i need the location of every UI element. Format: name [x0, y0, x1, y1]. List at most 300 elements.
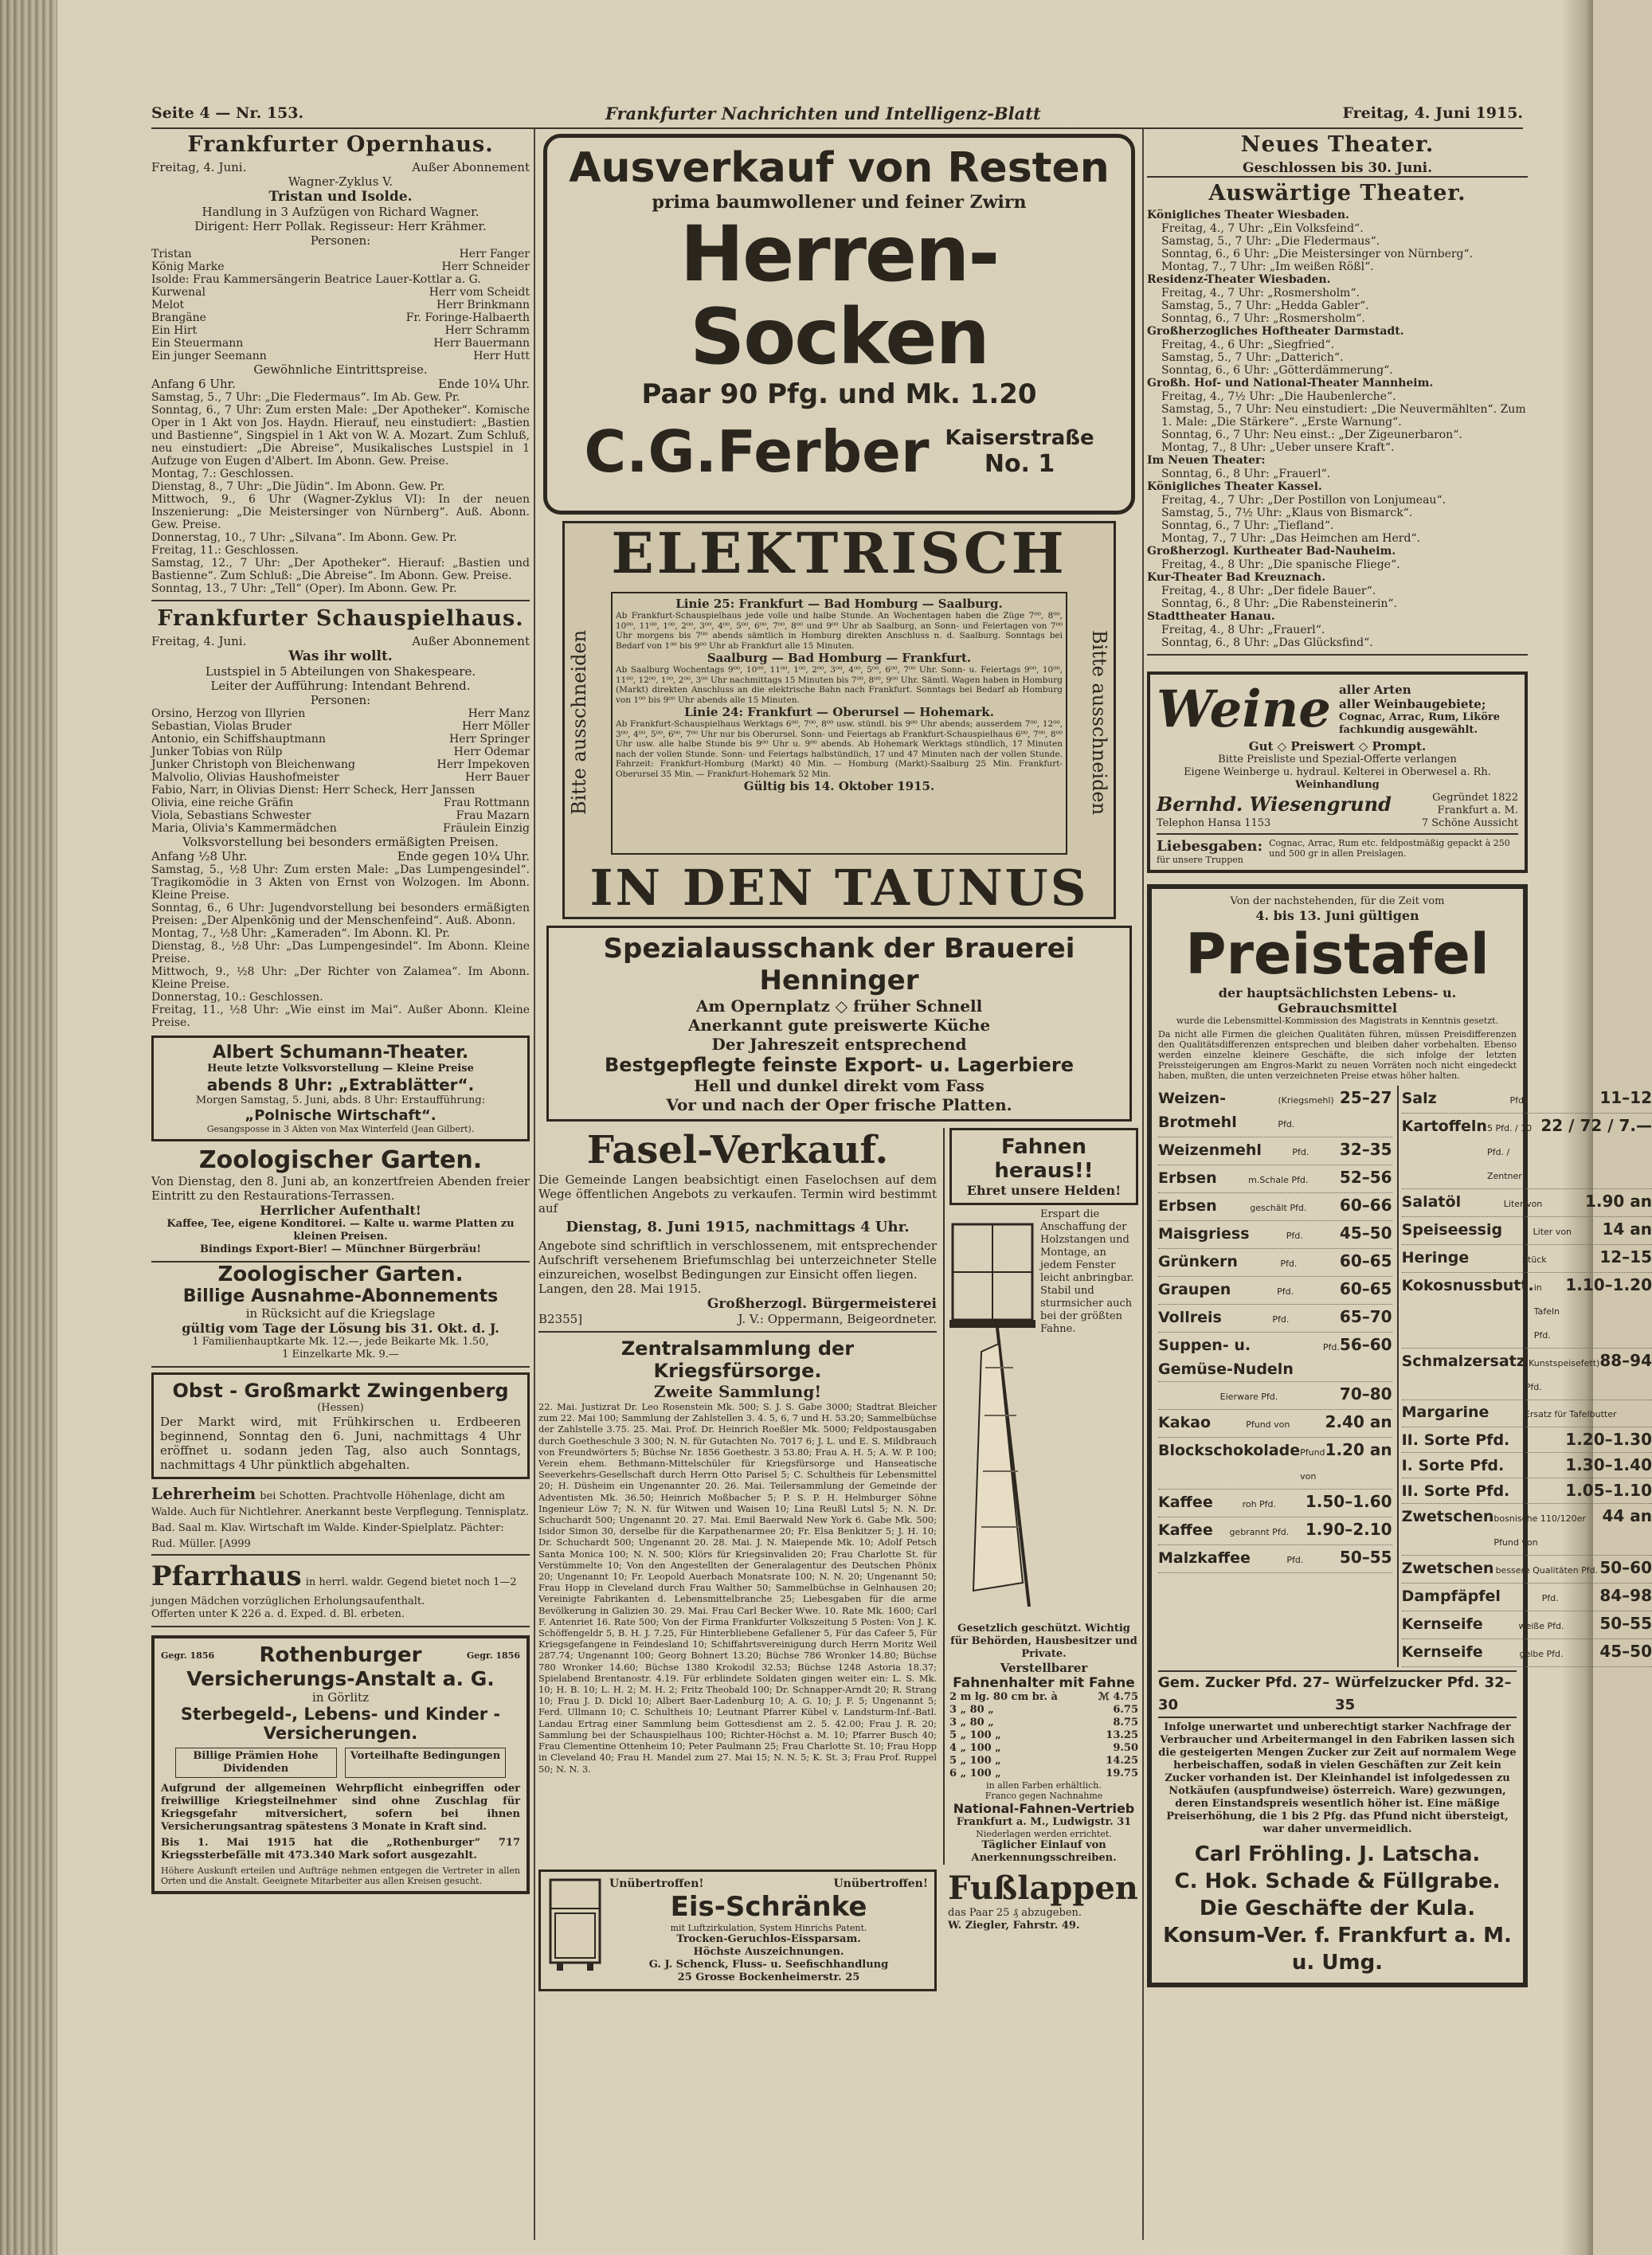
opera-program	[151, 391, 530, 595]
theater-house: Großh. Hof- und National-Theater Mannheim.	[1147, 377, 1434, 390]
weine-lg: Liebesgaben:	[1157, 838, 1263, 855]
opera-cast-list	[151, 248, 530, 362]
zoo2-title: Zoologischer Garten.	[217, 1263, 464, 1286]
price-item-name: Weizenmehl	[1158, 1141, 1262, 1159]
zoo2-l4: 1 Einzelkarte Mk. 9.—	[282, 1349, 399, 1360]
pt-title: Preistafel	[1185, 922, 1490, 987]
obst-title: Obst - Großmarkt Zwingenberg	[172, 1380, 509, 1402]
pt-left-list	[1158, 1086, 1392, 1667]
price-item	[1402, 1639, 1652, 1667]
fasel-text2: Angebote sind schriftlich in verschlossenem, mit entsprechender Aufschrift versehenem Briefumschlag bei unterzeichneter Stelle einzureichen, woselbst Bedingungen zur Einsicht offen liegen.	[538, 1239, 937, 1282]
elektrisch-side-right: Bitte ausschneiden	[1088, 629, 1110, 816]
cast-role: König Marke	[151, 260, 225, 273]
program-entry: Sonntag, 13., 7 Uhr: „Tell“ (Oper). Im Abonn. Gew. Pr.	[151, 582, 457, 595]
price-item-price: 88–94	[1599, 1351, 1652, 1370]
kf-text: 22. Mai. Justizrat Dr. Leo Rosenstein Mk. 500; S. J. S. Gabe 3000; Stadtrat Bleicher zum 22. Mai 100; Sammlung der Zahlstellen 3. 4. 5, 6, 7 und H. 53.20; Sammelbüchse der Zahlstelle 3.75. 25. Mai. Prof. Dr. Heinrich Roeßler Mk. 5000; Feldpostausgaben durch Goetheschule 3 300; N. N. für Gutachten No. 7017 6; J. L. und E. S. Mildbrauch von Freundwörters 5; Büchse Nr. 1856 Goethestr. 3 53.80; Frau A. H. 5; A. W. P. 100; Verein ehem. Bethmann-Mittelschüler für Kriegsfürsorge und Hanseatische Seeverkehrs-Gesellschaft durch Herrn Otto Parisel 5; C. Schultheis für Lebensmittel 20; H. Düsheim ein Ungenannter 20. 26. Mai. Teilersammlung der Gemeinde der Adventisten Mk. 36.50; Heinrich Moßbacher 5; P. S. P. H. Helmburger Söhne Ingenieur Löw 7; N. N. für Witwen und Waisen 10; Lina Reußl Lutsl 5; N. N. Dr. Schuchardt 500; Ungenannt 20. 27. Mai. Emil Baerwald New York 6. Gabe Mk. 500; Isidor Simon 30, derselbe für die Karpathenarmee 20; Fr. Elsa Benkitzer 5; J. H. 10; Dr. Schuchardt 500; Ungenannt 20. 28. Mai. J. N. Maiepende Mk. 10; Adolf Petsch Santa Monica 100; N. N. 500; Klörs für Kriegsinvaliden 20; Frau Charlotte St. für Verstümmelte 10; Von den Angestellten der Generalagentur des Deutschen Phönix 20; Ungenannt 10; Fr. Leopold Auerbach Monatsrate 100; N. N. 20; Ungenannt 50; Frau Hopp in Cleveland durch Frau Walther 50; Sammelbüchse in Gelnhausen 20; Vereinigte Fabrikanten d. Lebensmittelbranche 25; Liebesgaben für die arme Bevölkerung in Galizien 30. 29. Mai. Frau Carl Becker Wwe. 10. Rate Mk. 1600; Carl F. Antenriet 16. Rate 500; Von der Firma Frankfurter Volkszeitung 5 Posten: Von J. K. Schöffengeldr 5, B. H. J. 7.25, Für Hinterbliebene Gefallener 5, Für das Cafeer 5, Für Kriegsgefangene in Feindesland 10; Schiffahrtsvereinigung durch Herrn Moritz Weil 287.74; Ungenannt 100; Georg Bohnert 13.20; Büchse 786 Wronker 14.80; Büchse 780 Wronker 14.60; Büchse 1380 Krokodil 32.53; Büchse 1248 Astoria 18.37; Spielabend Brentanostr. 4.19. Für erblindete Soldaten gingen weiter ein: L. S. Mk. 10; H. B. 10; L. H. 2; M. H. 2; Fritz Theobald 100; Dr. Schnapper-Arndt 20; R. Strang 10; Frau J. D. Dickl 10; Albert Baer-Ladenburg 10; A. G. 10; J. F. 5; Ungenannt 5; Ferd. Ullmann 10; C. Schultheis 10; Leutnant Pfarrer Kübel v. Landsturm-Inf.-Batl. Landau Ertrag einer Sammlung beim Gottesdienst am 2. 5. 42.00; Frau J. R. 20; Sammlung bei der Schauspielhaus 100; Richter-Höchst a. M. 10; Pfarrer Busch 40; Frau Clementine Ottenheim 10; Peter Paulmann 25; Frau Charlotte St. 10; Frau Hopp in Cleveland 40; Frau H. Mandel zum 27. Mai 15; N. N. 5; K. St. 3; Frau Prof. Ruppel 50; N. N. 3.	[538, 1401, 937, 1775]
price-item	[1402, 1273, 1652, 1349]
price-item-unit: bessere Qualitäten Pfd.	[1495, 1565, 1599, 1576]
price-item-price: 1.30–1.40	[1565, 1455, 1652, 1474]
cast-role: Ein Hirt	[151, 324, 198, 337]
pfarrhaus-title: Pfarrhaus	[151, 1560, 302, 1592]
fahnen-ad	[943, 1128, 1138, 1865]
price-item	[1158, 1137, 1392, 1165]
price-item	[1158, 1333, 1392, 1382]
price-item	[1402, 1584, 1652, 1611]
price-item-unit: Pfd.	[1292, 1147, 1309, 1157]
price-item-unit: Ersatz für Tafelbutter	[1524, 1409, 1617, 1419]
schauspiel-leitung: Leiter der Aufführung: Intendant Behrend.	[210, 679, 471, 693]
schumann-line3: Morgen Samstag, 5. Juni, abds. 8 Uhr: Erstaufführung:	[195, 1094, 486, 1106]
cast-role: Fabio, Narr, in Olivias Dienst: Herr Scheck, Herr Janssen	[151, 784, 476, 797]
eis-unueb-right: Unübertroffen!	[833, 1877, 928, 1890]
header-newspaper-title: Frankfurter Nachrichten und Intelligenz-Blatt	[605, 103, 1041, 123]
fasel-verkauf-ad	[538, 1128, 937, 1333]
cast-actor: Frau Mazarn	[456, 809, 530, 822]
pt-dates: 4. bis 13. Juni gültigen	[1255, 908, 1419, 923]
rothenburger-gegr-left: Gegr. 1856	[161, 1650, 215, 1661]
theater-house: Königliches Theater Wiesbaden.	[1147, 209, 1349, 221]
fahnen-daily: Täglicher Einlauf von Anerkennungsschreiben.	[971, 1839, 1117, 1864]
cast-role: Orsino, Herzog von Illyrien	[151, 707, 306, 720]
price-item-unit: gebrannt Pfd.	[1229, 1527, 1290, 1537]
price-item	[1402, 1400, 1652, 1427]
middle-lower-left	[538, 1128, 937, 1865]
eis-unueb-left: Unübertroffen!	[609, 1877, 704, 1890]
theater-entry: Freitag, 4., 8 Uhr: „Der fidele Bauer“.	[1161, 585, 1376, 597]
preistafel-ad	[1147, 884, 1652, 1987]
price-item-name: Graupen	[1158, 1281, 1231, 1298]
price-item-price: 50–55	[1339, 1548, 1392, 1567]
zoo-ad-1	[151, 1146, 530, 1263]
schauspiel-program	[151, 863, 530, 1029]
price-item	[1402, 1611, 1652, 1639]
schumann-line1: Heute letzte Volksvorstellung — Kleine Preise	[207, 1063, 474, 1075]
price-item-price: 2.40 an	[1325, 1412, 1392, 1431]
header-date: Freitag, 4. Juni 1915.	[1342, 104, 1523, 122]
cast-row	[151, 286, 530, 299]
price-item-unit: 5 Pfd. / 10 Pfd. / Zentner	[1486, 1123, 1533, 1181]
weine-l1: aller Arten	[1338, 682, 1411, 697]
theater-entry: Samstag, 5., 7 Uhr: „Datterich“.	[1161, 351, 1344, 364]
price-item-unit: (Kriegsmehl) Pfd.	[1278, 1095, 1334, 1129]
cast-role: Ein junger Seemann	[151, 350, 267, 362]
fahnen-desc: Erspart die Anschaffung der Holzstangen und Montage, an jedem Fenster leicht anbringbar. Stabil und sturmsicher auch bei der größten Fahne.	[1040, 1208, 1134, 1335]
price-item	[1402, 1556, 1652, 1584]
price-item	[1158, 1221, 1392, 1249]
price-item	[1158, 1517, 1392, 1545]
schumann-line5: Gesangsposse in 3 Akten von Max Winterfeld (Jean Gilbert).	[206, 1124, 475, 1134]
schauspiel-personen: Personen:	[310, 693, 371, 707]
price-item-price: 65–70	[1339, 1307, 1392, 1326]
weine-lg3: Cognac, Arrac, Rum etc. feldpostmäßig gepackt à 250 und 500 gr in allen Preislagen.	[1269, 838, 1510, 859]
theater-entry: Sonntag, 6., 7 Uhr: „Rosmersholm“.	[1161, 312, 1365, 325]
program-entry: Samstag, 5., ½8 Uhr: Zum ersten Male: „Das Lumpengesindel“. Tragikomödie in 3 Akten von Ernst von Wolzogen. Im Abonn. Kleine Preise.	[151, 863, 530, 902]
price-item-name: II. Sorte Pfd.	[1401, 1482, 1510, 1500]
price-value: 14.25	[1106, 1755, 1138, 1767]
price-value: 9.50	[1113, 1742, 1138, 1754]
schumann-line2: abends 8 Uhr: „Extrablätter“.	[206, 1075, 475, 1094]
price-item-unit: Pfd.	[1272, 1314, 1290, 1325]
zoo1-l2: Kaffee, Tee, eigene Konditorei. — Kalte u. warme Platten zu kleinen Preisen.	[166, 1218, 515, 1243]
fahnen-sub: Ehret unsere Helden!	[966, 1183, 1122, 1198]
program-entry: Dienstag, 8., 7 Uhr: „Die Jüdin“. Im Abonn. Gew. Pr.	[151, 480, 445, 493]
zoo1-l3: Bindings Export-Bier! — Münchner Bürgerbräu!	[199, 1243, 482, 1255]
socken-addr1: Kaiserstraße	[945, 425, 1094, 450]
cast-role: Melot	[151, 299, 185, 311]
price-item	[1402, 1217, 1652, 1245]
cast-row	[151, 324, 530, 337]
rothenburger-text1: Aufgrund der allgemeinen Wehrpflicht einbegriffen oder freiwillige Kriegsteilnehmer sind ohne Zuschlag für Kriegsgefahr mitversichert, sofern bei ihnen Versicherungsantrag spätestens 3 Monate in Kraft sind.	[161, 1783, 520, 1833]
price-item-name: Zwetschen	[1401, 1508, 1494, 1525]
price-item-name: Kernseife	[1401, 1643, 1483, 1661]
pt-firms	[1158, 1841, 1517, 1976]
rothenburger-box1: Billige Prämien Hohe Dividenden	[175, 1748, 337, 1778]
price-item-name: Malzkaffee	[1158, 1549, 1251, 1567]
socken-addr2: No. 1	[984, 449, 1055, 478]
rothenburger-text2: Bis 1. Mai 1915 hat die „Rothenburger“ 717 Kriegssterbefälle mit 473.340 Mark sofort ausgezahlt.	[161, 1837, 520, 1862]
fusslappen-text: das Paar 25 ₰ abzugeben.	[948, 1907, 1082, 1919]
price-item-unit: Pfund von	[1300, 1447, 1325, 1482]
elektrisch-top: ELEKTRISCH	[611, 520, 1067, 586]
price-item-price: 70–80	[1339, 1384, 1392, 1404]
fahnen-vertrieb: Verstellbarer	[1000, 1661, 1088, 1675]
program-entry: Mittwoch, 9., ½8 Uhr: „Der Richter von Zalamea“. Im Abonn. Kleine Preise.	[151, 965, 530, 991]
pfarrhaus-ad	[151, 1556, 530, 1627]
weine-l8: Weinhandlung	[1295, 779, 1380, 791]
column-left	[151, 129, 530, 1899]
theater-entry: Sonntag, 6., 7 Uhr: „Tiefland“.	[1161, 519, 1334, 532]
book-binding-edge	[0, 0, 57, 2255]
eis-addr: 25 Grosse Bockenheimerstr. 25	[677, 1971, 860, 1983]
price-item-unit: roh Pfd.	[1242, 1499, 1277, 1509]
opera-dirigent: Dirigent: Herr Pollak. Regisseur: Herr Krähmer.	[194, 219, 487, 233]
price-item-name: Kartoffeln	[1401, 1118, 1487, 1135]
theater-entry: Samstag, 5., 7 Uhr: „Hedda Gabler“.	[1161, 299, 1369, 312]
price-item-unit: Eierware Pfd.	[1219, 1392, 1278, 1402]
price-item-unit: bosnische 110/120er Pfund von	[1493, 1513, 1586, 1548]
header-page-number: Seite 4 — Nr. 153.	[151, 104, 304, 122]
price-item-price: 25–27	[1339, 1088, 1392, 1107]
weine-tel: Telephon Hansa 1153	[1157, 817, 1271, 829]
page-header	[151, 102, 1523, 129]
auswaertige-theater	[1147, 181, 1528, 649]
program-entry: Freitag, 11., ½8 Uhr: „Wie einst im Mai“. Außer Abonn. Kleine Preise.	[151, 1004, 530, 1029]
cast-actor: Herr Odemar	[453, 746, 530, 758]
fasel-text1: Die Gemeinde Langen beabsichtigt einen Faselochsen auf dem Wege öffentlichen Angebots zu verkaufen. Termin wird bestimmt auf	[538, 1173, 937, 1216]
rothenburger-types: Sterbegeld-, Lebens- und Kinder - Versicherungen.	[180, 1705, 501, 1743]
price-item-name: Kernseife	[1401, 1615, 1483, 1633]
theater-entry: Freitag, 4., 7 Uhr: „Rosmersholm“.	[1161, 287, 1360, 299]
pfarrhaus-text: in herrl. waldr. Gegend bietet noch 1—2 jungen Mädchen vorzüglichen Erholungsaufenthalt.	[151, 1576, 517, 1607]
price-row	[949, 1717, 1138, 1729]
weine-l3: Cognac, Arrac, Rum, Liköre	[1338, 711, 1501, 723]
cast-role: Junker Tobias von Rülp	[151, 746, 283, 758]
cast-row	[151, 350, 530, 362]
program-entry: Sonntag, 6., 6 Uhr: Jugendvorstellung bei besonders ermäßigten Preisen: „Der Alpenkönig und der Menschenfeind“. Auß. Abonn.	[151, 902, 530, 927]
pt-note: Infolge unerwartet und unberechtigt starker Nachfrage der Verbraucher und Arbeitermangel in den Fabriken lassen sich die gesteigerten Mengen Zucker zur Zeit auf normalem Wege herbeischaffen, sodaß in vielen Geschäften zur Zeit kein Zucker vorhanden ist. Der Kleinhandel ist infolgedessen zu Notkäufen (auspfundweise) österreich. Ware) gezwungen, deren Einstandspreis wesentlich höher ist. Eine mäßige Preiserhöhung, die 1 bis 2 Pfg. das Pfund nicht übersteigt, war daher unvermeidlich.	[1158, 1721, 1517, 1835]
timetable-text: Ab Saalburg Wochentags 9⁰⁰, 10⁰⁰, 11⁰⁰, 1⁰⁰, 2⁰⁰, 3⁰⁰, 4⁰⁰, 5⁰⁰, 6⁰⁰, 7⁰⁰ Uhr. Sonn- u. Feiertags 9⁰⁰, 10⁰⁰, 11⁰⁰, 12⁰⁰, 1⁰⁰, 2⁰⁰, 3⁰⁰ Uhr nachmittags 15 Minuten bis 7⁰⁰, 8⁰⁰, 9⁰⁰ Uhr. Sämtl. Wagen haben in Homburg (Markt) direkten Anschluss an die elektrische Bahn nach Frankfurt. Sonntags bei Bedarf ab Homburg von 1⁰⁰ bis 9⁰⁰ Uhr abends alle 15 Minuten.	[616, 665, 1063, 705]
weine-title: Weine	[1157, 679, 1331, 739]
cast-row	[151, 758, 530, 771]
pt-zucker: Gem. Zucker Pfd. 27–30	[1158, 1674, 1330, 1713]
price-item	[1158, 1545, 1392, 1573]
henninger-title: Spezialausschank der Brauerei Henninger	[603, 933, 1075, 996]
price-item	[1158, 1382, 1392, 1410]
schauspiel-info: Lustspiel in 5 Abteilungen von Shakespeare.	[205, 664, 476, 679]
weine-ad	[1147, 671, 1528, 873]
cast-actor: Herr Bauer	[465, 771, 530, 784]
theater-entry: Freitag, 4., 8 Uhr: „Frauerl“.	[1161, 624, 1325, 636]
cast-role: Sebastian, Violas Bruder	[151, 720, 292, 733]
weine-addr: 7 Schöne Aussicht	[1421, 817, 1518, 829]
obst-region: (Hessen)	[317, 1402, 364, 1414]
price-item	[1158, 1086, 1392, 1137]
rothenburger-text3: Höhere Auskunft erteilen und Aufträge nehmen entgegen die Vertreter in allen Orten und die Anstalt. Geeignete Mitarbeiter aus allen Kreisen gesucht.	[161, 1865, 520, 1886]
rothenburger-name: Rothenburger	[259, 1643, 422, 1667]
theater-entry: Sonntag, 6., 6 Uhr: „Götterdämmerung“.	[1161, 364, 1393, 377]
price-item-name: Kaffee	[1158, 1521, 1213, 1539]
price-item-price: 60–66	[1339, 1196, 1392, 1215]
price-item-price: 1.05–1.10	[1565, 1481, 1652, 1500]
henninger-l3: Der Jahreszeit entsprechend	[711, 1035, 967, 1054]
price-item-price: 14 an	[1602, 1220, 1652, 1239]
eis-title: Eis-Schränke	[670, 1891, 867, 1923]
price-item-unit: Pfund von	[1246, 1419, 1290, 1430]
fahnen-addr: Frankfurt a. M., Ludwigstr. 31	[956, 1816, 1132, 1828]
obst-grossmarkt-ad	[151, 1372, 530, 1479]
price-item	[1158, 1305, 1392, 1333]
obst-text: Der Markt wird, mit Frühkirschen u. Erdbeeren beginnend, Sonntag den 6. Juni, nachmittags 4 Uhr eröffnet u. sodann jeden Tag, also auch Sonntags, nachmittags 4 Uhr pünktlich abgehalten.	[160, 1415, 521, 1472]
fasel-sign1: Großherzogl. Bürgermeisterei	[707, 1296, 937, 1312]
cast-row	[151, 260, 530, 273]
price-item-name: Speiseessig	[1401, 1221, 1503, 1239]
socken-product: Herren-Socken	[679, 209, 999, 382]
socken-sub: prima baumwollener und feiner Zwirn	[652, 192, 1027, 213]
rothenburger-city: in Görlitz	[312, 1690, 369, 1705]
program-entry: Samstag, 5., 7 Uhr: „Die Fledermaus“. Im Ab. Gew. Pr.	[151, 391, 460, 404]
price-item-price: 1.90–2.10	[1305, 1520, 1392, 1539]
price-item-price: 44 an	[1602, 1506, 1652, 1525]
price-item-price: 84–98	[1599, 1586, 1652, 1605]
price-item-name: Schmalzersatz	[1401, 1353, 1525, 1370]
price-row	[949, 1768, 1138, 1780]
cast-role: Brangäne	[151, 311, 206, 324]
cast-row	[151, 746, 530, 758]
timetable-head: Linie 24: Frankfurt — Oberursel — Hohemark.	[684, 705, 994, 719]
price-item-unit: m.Schale Pfd.	[1248, 1175, 1309, 1185]
rothenburger-ad	[151, 1635, 530, 1894]
firm-name: Carl Fröhling. J. Latscha.	[1194, 1842, 1481, 1866]
elektrisch-ad	[562, 521, 1116, 919]
price-item	[1158, 1277, 1392, 1305]
weine-city: Frankfurt a. M.	[1437, 805, 1518, 816]
cast-actor: Herr Brinkmann	[436, 299, 530, 311]
cast-actor: Herr Springer	[448, 733, 530, 746]
price-item	[1402, 1478, 1652, 1504]
price-item-name: Kaffee	[1158, 1494, 1213, 1511]
theater-entry: Montag, 7., 8 Uhr: „Ueber unsere Kraft“.	[1161, 441, 1395, 454]
zoo1-l1: Herrlicher Aufenthalt!	[260, 1203, 421, 1218]
schumann-title: Albert Schumann-Theater.	[212, 1043, 469, 1063]
lehrerheim-text: bei Schotten. Prachtvolle Höhenlage, dicht am Walde. Auch für Nichtlehrer. Anerkannt beste Verpflegung. Tennisplatz. Bad. Saal m. Klav. Wirtschaft im Walde. Kinder-Spielplatz. Pächter: Rud. Müller. [A999	[151, 1490, 530, 1550]
price-item	[1402, 1086, 1652, 1114]
program-entry: Montag, 7., ½8 Uhr: „Kameraden“. Im Abonn. Kl. Pr.	[151, 927, 451, 940]
theater-entry: Sonntag, 6., 6 Uhr: „Die Meistersinger von Nürnberg“.	[1161, 248, 1474, 260]
cast-actor: Herr Bauermann	[433, 337, 530, 350]
weine-l2: aller Weinbaugebiete;	[1338, 696, 1486, 711]
henninger-l6: Vor und nach der Oper frische Platten.	[666, 1095, 1012, 1114]
column-middle	[538, 129, 1140, 1991]
cast-role: Malvolio, Olivias Haushofmeister	[151, 771, 339, 784]
schauspiel-abo: Außer Abonnement	[412, 634, 530, 648]
price-row	[949, 1755, 1138, 1768]
price-item-price: 12–15	[1599, 1247, 1652, 1266]
eis-l3: Höchste Auszeichnungen.	[693, 1946, 844, 1958]
price-size: 4 „ 100 „	[949, 1742, 1001, 1754]
price-item-name: Kokosnussbutt.	[1401, 1277, 1534, 1294]
henninger-l4: Bestgepflegte feinste Export- u. Lagerbiere	[604, 1054, 1075, 1076]
schauspiel-cast-list	[151, 707, 530, 835]
zoo2-l2: gültig vom Tage der Lösung bis 31. Okt. d. J.	[182, 1321, 499, 1336]
fasel-title: Fasel-Verkauf.	[586, 1128, 889, 1173]
neues-title: Neues Theater.	[1240, 132, 1435, 157]
cast-role: Kurwenal	[151, 286, 206, 299]
cast-row	[151, 809, 530, 822]
zoo2-sub: Billige Ausnahme-Abonnements	[182, 1286, 499, 1306]
theater-entry: Samstag, 5., 7 Uhr: „Die Fledermaus“.	[1161, 235, 1380, 248]
zoo2-l3: 1 Familienhauptkarte Mk. 12.—, jede Beikarte Mk. 1.50,	[192, 1336, 489, 1348]
zoo1-title: Zoologischer Garten.	[198, 1146, 483, 1174]
price-item-name: Erbsen	[1158, 1169, 1217, 1187]
price-row	[949, 1729, 1138, 1742]
price-item	[1158, 1438, 1392, 1490]
schumann-theater-ad	[151, 1035, 530, 1141]
theater-entry: Freitag, 4., 6 Uhr: „Siegfried“.	[1161, 339, 1335, 351]
opera-abo: Außer Abonnement	[412, 160, 530, 174]
fahnen-colors: in allen Farben erhältlich.	[986, 1780, 1102, 1791]
elektrisch-timetable	[611, 592, 1067, 855]
price-item-unit: Pfd.	[1286, 1555, 1304, 1565]
cast-role: Ein Steuermann	[151, 337, 244, 350]
auswaertige-title: Auswärtige Theater.	[1208, 181, 1466, 206]
price-item-name: Blockschokolade	[1158, 1442, 1301, 1459]
cast-role: Maria, Olivia's Kammermädchen	[151, 822, 337, 835]
price-item-unit: Pfd.	[1322, 1342, 1340, 1353]
price-item-name: I. Sorte Pfd.	[1401, 1457, 1505, 1474]
fusslappen-title: Fußlappen	[948, 1869, 1138, 1907]
price-item	[1158, 1249, 1392, 1277]
socken-firm: C.G.Ferber	[584, 418, 930, 485]
kf-title: Zentralsammlung der Kriegsfürsorge.	[620, 1337, 855, 1382]
price-value: 13.25	[1106, 1729, 1138, 1741]
price-item-price: 1.10–1.20	[1565, 1275, 1652, 1294]
theater-entry: Sonntag, 6., 7 Uhr: Neu einst.: „Der Zigeunerbaron“.	[1161, 429, 1462, 441]
theater-entry: Samstag, 5., 7 Uhr: Neu einstudiert: „Die Neuvermählten“. Zum 1. Male: „Die Stärkere“. „Erste Warnung“.	[1161, 403, 1526, 429]
program-entry: Montag, 7.: Geschlossen.	[151, 468, 294, 480]
zoo1-text: Von Dienstag, den 8. Juni ab, an konzertfreien Abenden freier Eintritt zu den Restaurations-Terrassen.	[151, 1174, 530, 1203]
fahnen-patent: Gesetzlich geschützt. Wichtig für Behörden, Hausbesitzer und Private.	[950, 1623, 1137, 1660]
price-item	[1402, 1427, 1652, 1453]
fahnen-product: Fahnenhalter mit Fahne	[953, 1675, 1135, 1691]
lehrerheim-title: Lehrerheim	[151, 1484, 256, 1503]
theater-entry: Freitag, 4., 7½ Uhr: „Die Haubenlerche“.	[1161, 390, 1396, 403]
price-item	[1402, 1189, 1652, 1217]
cast-actor: Herr Möller	[461, 720, 530, 733]
program-entry: Donnerstag, 10.: Geschlossen.	[151, 991, 323, 1004]
rothenburger-box2: Vorteilhafte Bedingungen	[345, 1748, 507, 1778]
henninger-l1: Am Opernplatz ◇ früher Schnell	[695, 996, 983, 1016]
price-size: 3 „ 80 „	[949, 1717, 994, 1728]
eisschraenke-ad	[538, 1869, 937, 1991]
weine-firm: Bernhd. Wiesengrund	[1157, 793, 1392, 816]
price-row	[949, 1742, 1138, 1755]
opera-date: Freitag, 4. Juni.	[151, 160, 247, 174]
price-item-price: 52–56	[1339, 1168, 1392, 1187]
rothenburger-gegr-right: Gegr. 1856	[466, 1650, 520, 1661]
price-item-unit: Pfd.	[1509, 1095, 1527, 1106]
program-entry: Samstag, 12., 7 Uhr: „Der Apotheker“. Hierauf: „Bastien und Bastienne“. Zum Schluß: „Die Abreise“. Im Abonn. Gew. Preise.	[151, 557, 530, 582]
price-item-unit: Liter von	[1503, 1199, 1543, 1209]
schauspiel-ende: Ende gegen 10¼ Uhr.	[397, 849, 530, 863]
theater-entry: Freitag, 4., 7 Uhr: „Der Postillon von Lonjumeau“.	[1161, 494, 1446, 507]
zoo2-l1: in Rücksicht auf die Kriegslage	[245, 1306, 436, 1321]
pt-right-list	[1397, 1086, 1652, 1667]
column-divider-2	[1142, 129, 1144, 2240]
lehrerheim-ad	[151, 1484, 530, 1556]
eis-l2: Trocken-Geruchlos-Eissparsam.	[676, 1933, 861, 1945]
schauspiel-date: Freitag, 4. Juni.	[151, 634, 247, 648]
price-item-unit: Liter von	[1533, 1227, 1572, 1237]
timetable-head: Gültig bis 14. Oktober 1915.	[743, 779, 935, 793]
schauspiel-preise: Volksvorstellung bei besonders ermäßigten Preisen.	[182, 835, 499, 849]
firm-name: Die Geschäfte der Kula.	[1199, 1897, 1476, 1920]
fahnen-nied: Niederlagen werden errichtet.	[976, 1829, 1112, 1839]
price-item-price: 1.20 an	[1325, 1440, 1392, 1459]
price-item-name: Maisgriess	[1158, 1225, 1250, 1243]
price-item-name: Salz	[1401, 1090, 1437, 1107]
pt-text: Da nicht alle Firmen die gleichen Qualitäten führen, müssen Preisdifferenzen den Qualitätsdifferenzen entsprechen und bleiben daher vorbehalten. Ebenso werden einzelne kleinere Geschäfte, die sich infolge der letzten Preissteigerungen am Engros-Markt zu neuen Vorräten noch nicht eingedeckt haben, mußten, die unten verzeichneten Preise etwas höher halten.	[1158, 1029, 1517, 1081]
henninger-l5: Hell und dunkel direkt vom Fass	[694, 1076, 985, 1095]
price-size: 6 „ 100 „	[949, 1768, 1001, 1779]
price-item-name: Grünkern	[1158, 1253, 1238, 1270]
price-item-price: 60–65	[1339, 1251, 1392, 1270]
cast-actor: Herr Fanger	[459, 248, 530, 260]
elektrisch-side-left: Bitte ausschneiden	[568, 629, 590, 816]
cast-row	[151, 337, 530, 350]
cast-role: Tristan	[151, 248, 192, 260]
neues-sub: Geschlossen bis 30. Juni.	[1242, 160, 1433, 176]
price-item-name: Vollreis	[1158, 1309, 1222, 1326]
weine-gegr: Gegründet 1822	[1432, 792, 1518, 804]
neues-theater	[1147, 132, 1528, 178]
price-item-price: 32–35	[1339, 1140, 1392, 1159]
price-size: 5 „ 100 „	[949, 1755, 1001, 1767]
price-size: 3 „ 80 „	[949, 1704, 994, 1716]
price-item-name: Suppen- u. Gemüse-Nudeln	[1158, 1337, 1294, 1378]
theater-house: Residenz-Theater Wiesbaden.	[1147, 273, 1331, 286]
price-value: 6.75	[1113, 1704, 1138, 1716]
price-item-price: 1.90 an	[1584, 1192, 1652, 1211]
price-item-price: 50–55	[1599, 1614, 1652, 1633]
middle-lower-row	[538, 1128, 1140, 1865]
cast-role: Antonio, ein Schiffshauptmann	[151, 733, 326, 746]
price-item	[1402, 1245, 1652, 1273]
price-row	[949, 1704, 1138, 1717]
timetable-head: Linie 25: Frankfurt — Bad Homburg — Saalburg.	[675, 597, 1003, 611]
program-entry: Sonntag, 6., 7 Uhr: Zum ersten Male: „Der Apotheker“. Komische Oper in 1 Akt von Jos. Haydn. Hierauf, neu einstudiert: „Bastien und Bastienne“, Singspiel in 1 Akt von W. A. Mozart. Zum Schluß, neu einstudiert: „Die Abreise“, Musikalisches Lustspiel in 1 Aufzuge von Eugen d'Albert. Im Abonn. Gew. Preise.	[151, 404, 530, 468]
fasel-date: Dienstag, 8. Juni 1915, nachmittags 4 Uhr.	[566, 1219, 910, 1235]
opera-title: Frankfurter Opernhaus.	[187, 132, 494, 157]
